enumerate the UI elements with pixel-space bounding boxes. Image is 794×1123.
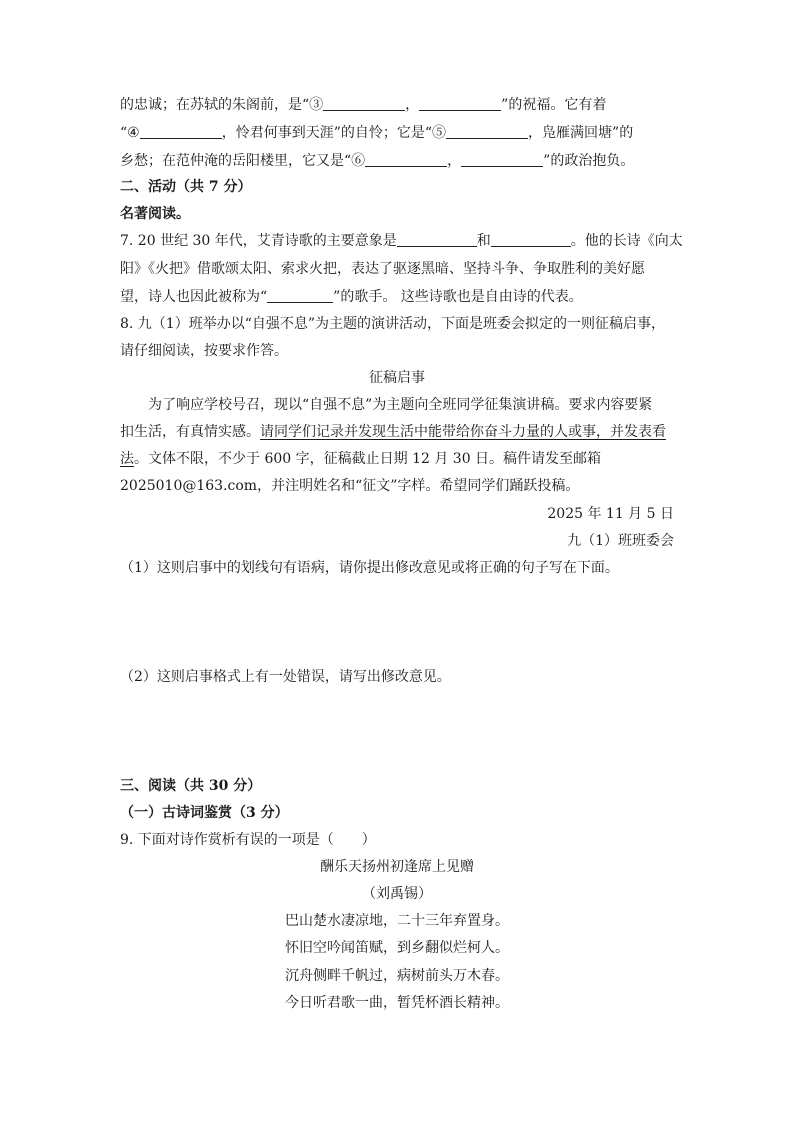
q7-blank-1[interactable] [397, 232, 477, 247]
notice-line-4: 2025010@163.com，并注明姓名和“征文”字样。希望同学们踊跃投稿。 [120, 478, 580, 494]
blank-4[interactable] [140, 124, 222, 139]
q8-line-2: 请仔细阅读，按要求作答。 [120, 343, 288, 359]
q7-blank-2[interactable] [491, 232, 571, 247]
blank-6b[interactable] [461, 152, 543, 167]
notice-line-1: 为了响应学校号召，现以“自强不息”为主题向全班同学征集演讲稿。要求内容要紧 [148, 397, 653, 413]
poem-line-1: 巴山楚水凄凉地，二十三年弃置身。 [285, 913, 509, 929]
notice-signer: 九（1）班班委会 [567, 533, 674, 549]
q7-line-1: 7. 20 世纪 30 年代，艾青诗歌的主要意象是 和 。他的长诗《向太 [120, 233, 683, 249]
notice-title: 征稿启事 [369, 370, 425, 386]
blank-5[interactable] [446, 124, 528, 139]
q7-line-2: 阳》《火把》借歌颂太阳、索求火把，表达了驱逐黑暗、坚持斗争、争取胜利的美好愿 [120, 261, 645, 277]
q7-blank-3[interactable] [267, 288, 333, 303]
underlined-sentence-end: 法 [120, 451, 134, 467]
blank-3a[interactable] [323, 96, 405, 111]
poem-author: （刘禹锡） [362, 886, 432, 902]
q7-line-3: 望，诗人也因此被称为“ ”的歌手。 这些诗歌也是自由诗的代表。 [120, 289, 583, 305]
section-3-subtitle: （一）古诗词鉴赏（3 分） [120, 805, 289, 821]
notice-date: 2025 年 11 月 5 日 [547, 506, 674, 522]
para-line-3: 乡愁；在范仲淹的岳阳楼里，它又是“⑥ ， ”的政治抱负。 [120, 153, 635, 169]
poem-line-2: 怀旧空吟闻笛赋，到乡翻似烂柯人。 [285, 940, 509, 956]
para-line-2: “④ ，怜君何事到天涯”的自怜；它是“⑤ ，凫雁满回塘”的 [120, 125, 634, 141]
blank-6a[interactable] [365, 152, 447, 167]
q8-line-1: 8. 九（1）班举办以“自强不息”为主题的演讲活动，下面是班委会拟定的一则征稿启事， [120, 316, 666, 332]
notice-line-3: 法。文体不限，不少于 600 字，征稿截止日期 12 月 30 日。稿件请发至邮箱 [120, 451, 602, 467]
blank-3b[interactable] [419, 96, 501, 111]
underlined-sentence: 请同学们记录并发现生活中能带给你奋斗力量的人或事，并发表看 [260, 424, 666, 440]
section-2-subtitle: 名著阅读。 [120, 206, 190, 222]
q8-sub-1: （1）这则启事中的划线句有语病，请你提出修改意见或将正确的句子写在下面。 [120, 560, 619, 576]
q8-sub-2: （2）这则启事格式上有一处错误，请写出修改意见。 [120, 669, 451, 685]
notice-line-2: 扣生活，有真情实感。请同学们记录并发现生活中能带给你奋斗力量的人或事，并发表看 [120, 424, 666, 440]
section-3-title: 三、阅读（共 30 分） [120, 778, 262, 794]
para-line-1: 的忠诚；在苏轼的朱阁前，是“③ ， ”的祝福。它有着 [120, 97, 607, 113]
section-2-title: 二、活动（共 7 分） [120, 179, 252, 195]
q9-stem: 9. 下面对诗作赏析有误的一项是（ ） [120, 832, 376, 848]
poem-title: 酬乐天扬州初逢席上见赠 [320, 859, 474, 875]
poem-line-3: 沉舟侧畔千帆过，病树前头万木春。 [285, 968, 509, 984]
poem-line-4: 今日听君歌一曲，暂凭杯酒长精神。 [285, 995, 509, 1011]
